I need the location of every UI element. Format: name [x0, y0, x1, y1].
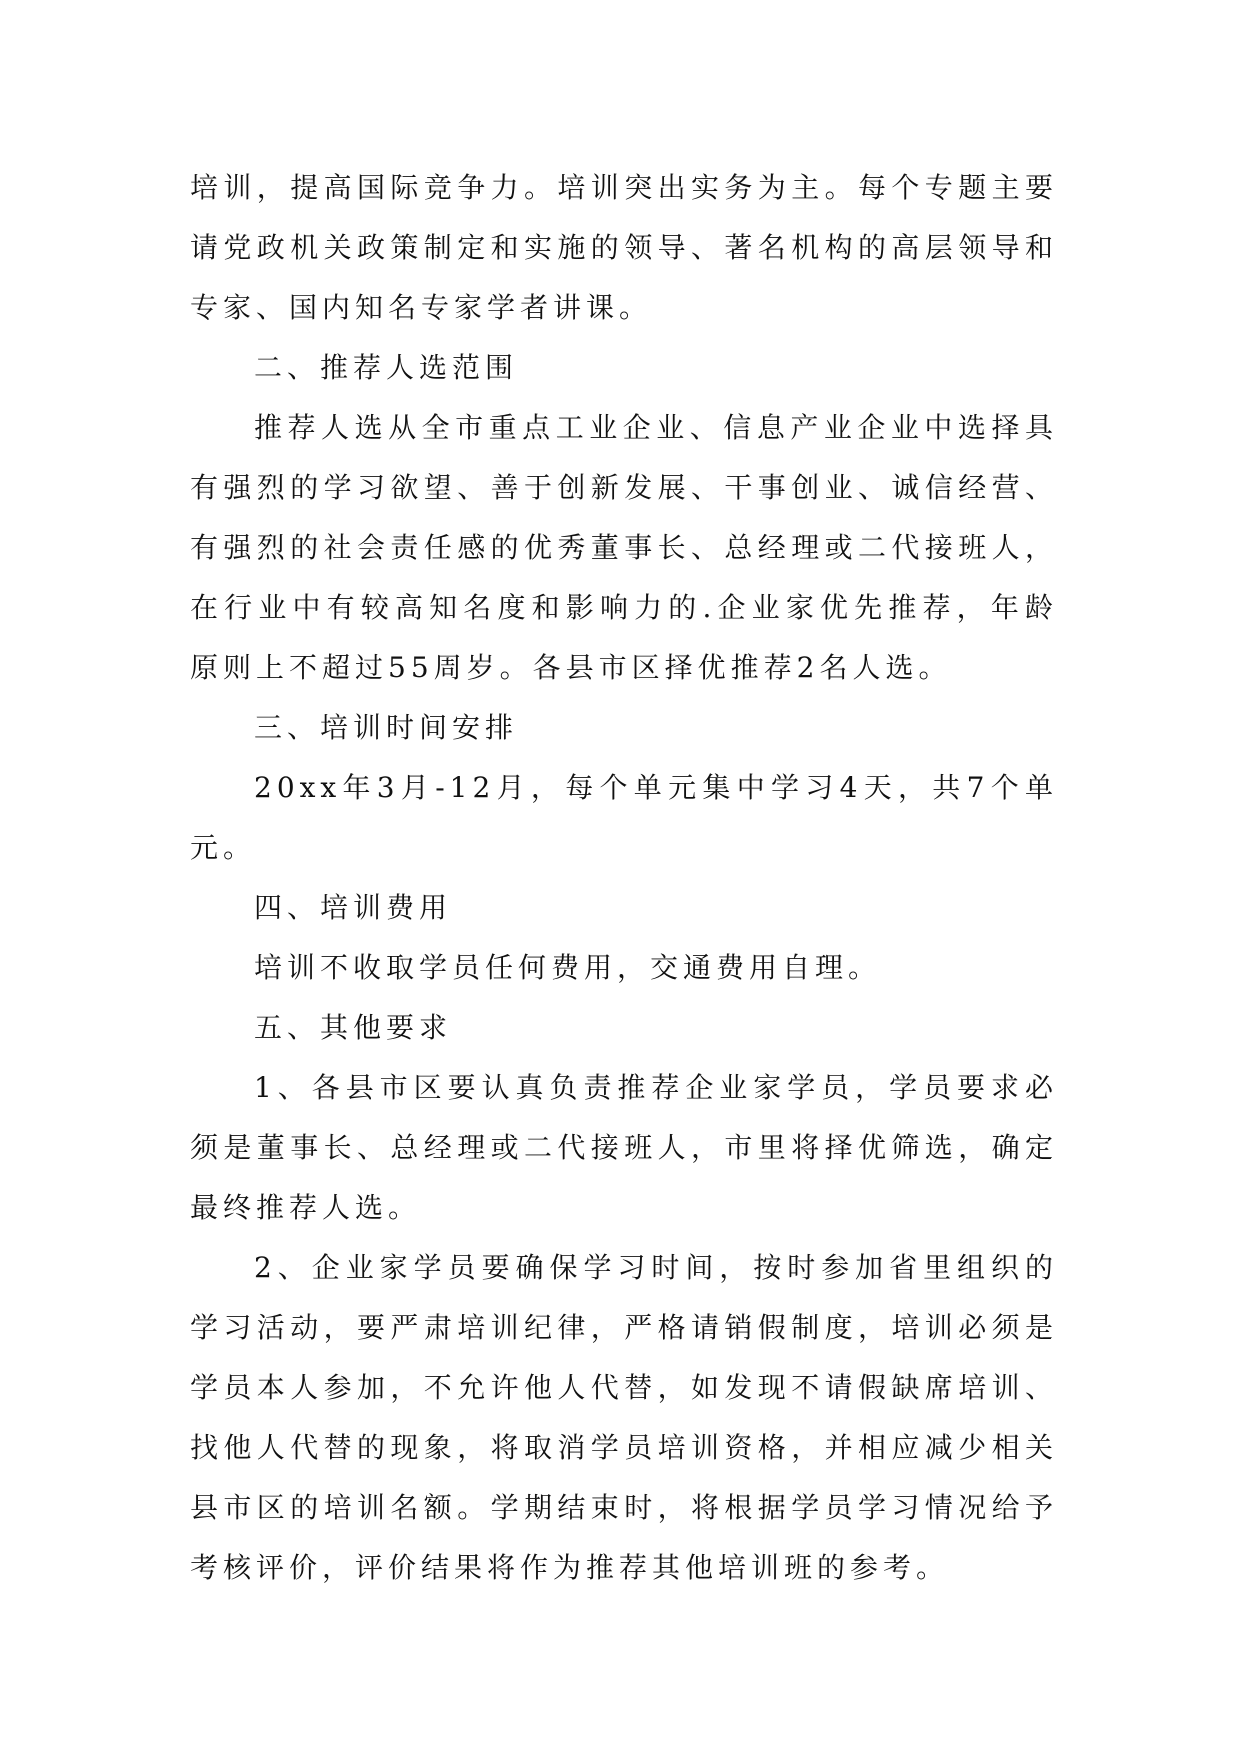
- section-heading-schedule: 三、培训时间安排: [254, 711, 519, 744]
- paragraph-fees: 培训不收取学员任何费用，交通费用自理。: [254, 951, 882, 984]
- section-heading-candidates: 二、推荐人选范围: [254, 351, 519, 384]
- section-heading-other-requirements: 五、其他要求: [254, 1011, 453, 1044]
- paragraph-schedule: 20xx年3月-12月，每个单元集中学习4天，共7个单元。: [190, 771, 1058, 864]
- section-heading-fees: 四、培训费用: [254, 891, 453, 924]
- document-page: [190, 158, 1058, 1598]
- paragraph-candidates: 推荐人选从全市重点工业企业、信息产业企业中选择具有强烈的学习欲望、善于创新发展、干事创业、诚信经营、有强烈的社会责任感的优秀董事长、总经理或二代接班人，在行业中有较高知名度和影响力的.企业家优先推荐，年龄原则上不超过55周岁。各县市区择优推荐2名人选。: [190, 411, 1058, 684]
- paragraph-requirement-2: 2、企业家学员要确保学习时间，按时参加省里组织的学习活动，要严肃培训纪律，严格请销假制度，培训必须是学员本人参加，不允许他人代替，如发现不请假缺席培训、找他人代替的现象，将取消学员培训资格，并相应减少相关县市区的培训名额。学期结束时，将根据学员学习情况给予考核评价，评价结果将作为推荐其他培训班的参考。: [190, 1251, 1058, 1584]
- paragraph-requirement-1: 1、各县市区要认真负责推荐企业家学员，学员要求必须是董事长、总经理或二代接班人，市里将择优筛选，确定最终推荐人选。: [190, 1071, 1058, 1224]
- paragraph-intro-continuation: 培训，提高国际竞争力。培训突出实务为主。每个专题主要请党政机关政策制定和实施的领导、著名机构的高层领导和专家、国内知名专家学者讲课。: [190, 171, 1058, 324]
